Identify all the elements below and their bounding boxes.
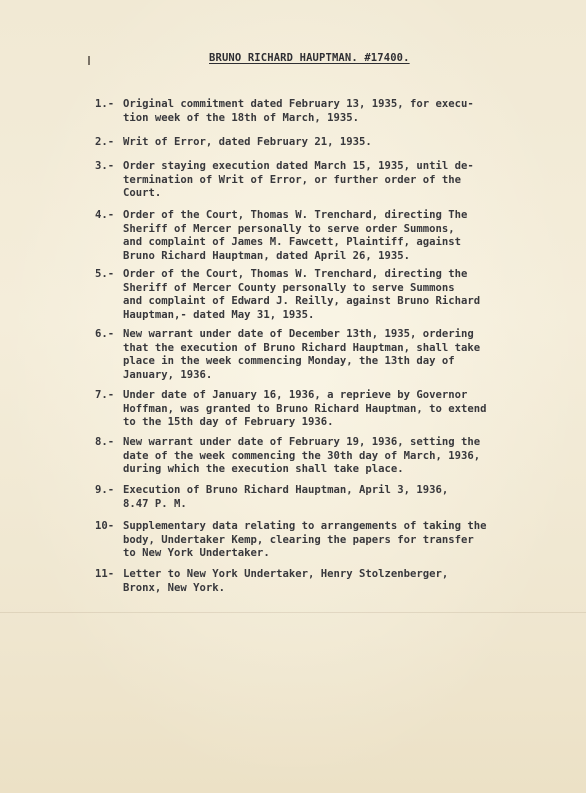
item-number: 6.- [95,328,115,340]
item-number: 9.- [95,484,115,496]
pin-mark [88,56,90,65]
item-number: 10- [95,520,115,532]
item-text: Under date of January 16, 1936, a reprieve by Governor Hoffman, was granted to Bruno Richard Hauptman, to extend to the 15th day of February 1936. [123,389,487,429]
list-item [95,389,555,430]
list-item [95,520,555,561]
item-text: Order of the Court, Thomas W. Trenchard, directing The Sheriff of Mercer personally to serve order Summons, and complaint of James M. Fawcett, Plaintiff, against Bruno Richard Hauptman, dated April 26, 1935. [123,209,468,262]
item-number: 4.- [95,209,115,221]
item-text: Order staying execution dated March 15, 1935, until de- termination of Writ of Error, or further order of the Court. [123,160,474,200]
item-text: Original commitment dated February 13, 1935, for execu- tion week of the 18th of March, 1935. [123,98,474,124]
list-item [95,436,555,477]
item-number: 3.- [95,160,115,172]
list-item [95,328,555,382]
list-item [95,484,555,511]
list-item [95,568,555,595]
list-item [95,160,555,201]
item-number: 7.- [95,389,115,401]
item-text: Execution of Bruno Richard Hauptman, April 3, 1936, 8.47 P. M. [123,484,449,510]
list-item [95,268,555,322]
item-number: 11- [95,568,115,580]
item-text: Order of the Court, Thomas W. Trenchard, directing the Sheriff of Mercer County personally to serve Summons and complaint of Edward J. Reilly, against Bruno Richard Hauptman,- dated May 31, 1935. [123,268,481,321]
item-number: 1.- [95,98,115,110]
document-title: BRUNO RICHARD HAUPTMAN. #17400. [209,52,410,64]
item-text: Letter to New York Undertaker, Henry Stolzenberger, Bronx, New York. [123,568,449,594]
item-text: New warrant under date of February 19, 1936, setting the date of the week commencing the 30th day of March, 1936, during which the execution shall take place. [123,436,481,476]
list-item [95,209,555,263]
list-item [95,98,555,125]
item-number: 8.- [95,436,115,448]
item-text: Supplementary data relating to arrangements of taking the body, Undertaker Kemp, clearing the papers for transfer to New York Undertaker. [123,520,487,560]
item-text: Writ of Error, dated February 21, 1935. [123,136,372,148]
item-number: 2.- [95,136,115,148]
item-number: 5.- [95,268,115,280]
item-text: New warrant under date of December 13th, 1935, ordering that the execution of Bruno Richard Hauptman, shall take place in the week commencing Monday, the 13th day of January, 1936. [123,328,481,381]
list-item [95,136,555,150]
